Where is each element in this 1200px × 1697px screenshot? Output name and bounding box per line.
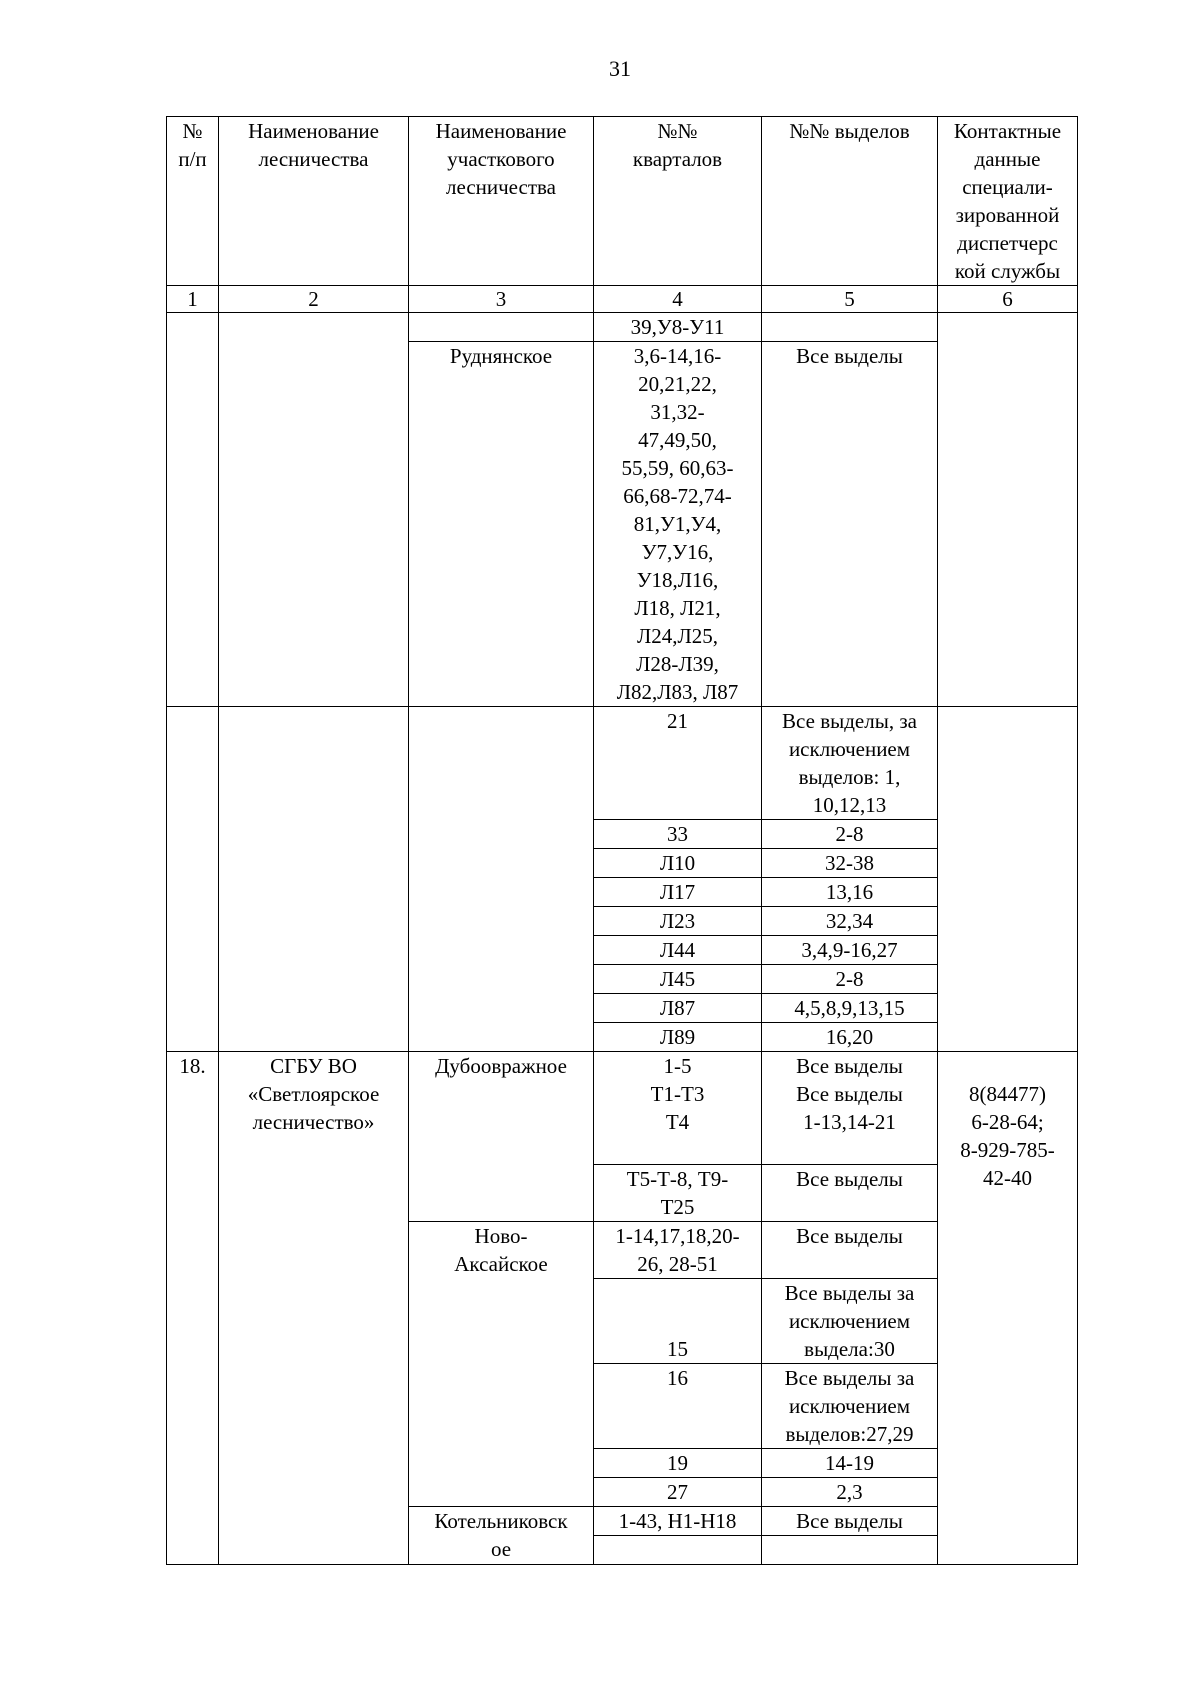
- vydely-cell: 2,3: [762, 1478, 938, 1507]
- vydely-cell: [762, 1536, 938, 1565]
- uchastok-cell: Котельниковск ое: [409, 1507, 594, 1565]
- header-kvartaly: №№ кварталов: [594, 117, 762, 286]
- column-number: 3: [409, 286, 594, 313]
- vydely-cell: Все выделы Все выделы 1-13,14-21: [762, 1052, 938, 1165]
- kvartaly-cell: 19: [594, 1449, 762, 1478]
- uchastok-cell: Руднянское: [409, 342, 594, 707]
- vydely-cell: Все выделы, за исключением выделов: 1, 10,12,13: [762, 707, 938, 820]
- column-number: 1: [167, 286, 219, 313]
- lesnichestvo-cell: СГБУ ВО «Светлоярское лесничество»: [219, 1052, 409, 1565]
- kvartaly-cell: Л87: [594, 994, 762, 1023]
- vydely-cell: Все выделы: [762, 1165, 938, 1222]
- vydely-cell: Все выделы за исключением выдела:30: [762, 1279, 938, 1364]
- contact-cell: 8(84477) 6-28-64; 8-929-785- 42-40: [938, 1052, 1078, 1565]
- header-vydely: №№ выделов: [762, 117, 938, 286]
- vydely-cell: 2-8: [762, 820, 938, 849]
- uchastok-cell: [409, 313, 594, 342]
- kvartaly-cell: 27: [594, 1478, 762, 1507]
- vydely-cell: 32-38: [762, 849, 938, 878]
- table-row: [167, 313, 1078, 342]
- column-number: 2: [219, 286, 409, 313]
- kvartaly-cell: Л45: [594, 965, 762, 994]
- kvartaly-cell: Т5-Т-8, Т9- Т25: [594, 1165, 762, 1222]
- vydely-cell: 13,16: [762, 878, 938, 907]
- vydely-cell: Все выделы: [762, 1507, 938, 1536]
- column-number: 4: [594, 286, 762, 313]
- kvartaly-cell: 33: [594, 820, 762, 849]
- vydely-cell: [762, 313, 938, 342]
- vydely-cell: 16,20: [762, 1023, 938, 1052]
- kvartaly-cell: Л44: [594, 936, 762, 965]
- kvartaly-cell: 3,6-14,16- 20,21,22, 31,32- 47,49,50, 55,59, 60,63- 66,68-72,74- 81,У1,У4, У7,У16, У18,Л16, Л18, Л21, Л24,Л25, Л28-Л39, Л82,Л83, Л87: [594, 342, 762, 707]
- contact-cell: [938, 707, 1078, 1052]
- contact-cell: [938, 313, 1078, 707]
- num-cell: [167, 707, 219, 1052]
- header-lesnichestvo: Наименование лесничества: [219, 117, 409, 286]
- kvartaly-cell: 21: [594, 707, 762, 820]
- header-uchastok: Наименование участкового лесничества: [409, 117, 594, 286]
- kvartaly-cell: 1-43, Н1-Н18: [594, 1507, 762, 1536]
- forestry-table: [166, 116, 1078, 1565]
- column-number-row: [167, 286, 1078, 313]
- page-number: 31: [609, 56, 631, 81]
- column-number: 5: [762, 286, 938, 313]
- table-header-row: [167, 117, 1078, 286]
- uchastok-cell: Дубоовражное: [409, 1052, 594, 1222]
- uchastok-cell: [409, 707, 594, 1052]
- num-cell: [167, 313, 219, 707]
- vydely-cell: 3,4,9-16,27: [762, 936, 938, 965]
- kvartaly-cell: 1-14,17,18,20- 26, 28-51: [594, 1222, 762, 1279]
- num-cell: 18.: [167, 1052, 219, 1565]
- lesnichestvo-cell: [219, 313, 409, 707]
- kvartaly-cell: 16: [594, 1364, 762, 1449]
- header-num: № п/п: [167, 117, 219, 286]
- vydely-cell: 14-19: [762, 1449, 938, 1478]
- kvartaly-cell: 39,У8-У11: [594, 313, 762, 342]
- kvartaly-cell: Л23: [594, 907, 762, 936]
- vydely-cell: Все выделы за исключением выделов:27,29: [762, 1364, 938, 1449]
- vydely-cell: Все выделы: [762, 342, 938, 707]
- vydely-cell: 32,34: [762, 907, 938, 936]
- uchastok-cell: Ново- Аксайское: [409, 1222, 594, 1507]
- column-number: 6: [938, 286, 1078, 313]
- header-contact: Контактные данные специали- зированной диспетчерс кой службы: [938, 117, 1078, 286]
- table-row: [167, 1052, 1078, 1165]
- kvartaly-cell: 1-5 Т1-Т3 Т4: [594, 1052, 762, 1165]
- kvartaly-cell: Л17: [594, 878, 762, 907]
- kvartaly-cell: [594, 1536, 762, 1565]
- lesnichestvo-cell: [219, 707, 409, 1052]
- vydely-cell: Все выделы: [762, 1222, 938, 1279]
- kvartaly-cell: 15: [594, 1279, 762, 1364]
- kvartaly-cell: Л10: [594, 849, 762, 878]
- vydely-cell: 4,5,8,9,13,15: [762, 994, 938, 1023]
- vydely-cell: 2-8: [762, 965, 938, 994]
- kvartaly-cell: Л89: [594, 1023, 762, 1052]
- table-row: [167, 707, 1078, 820]
